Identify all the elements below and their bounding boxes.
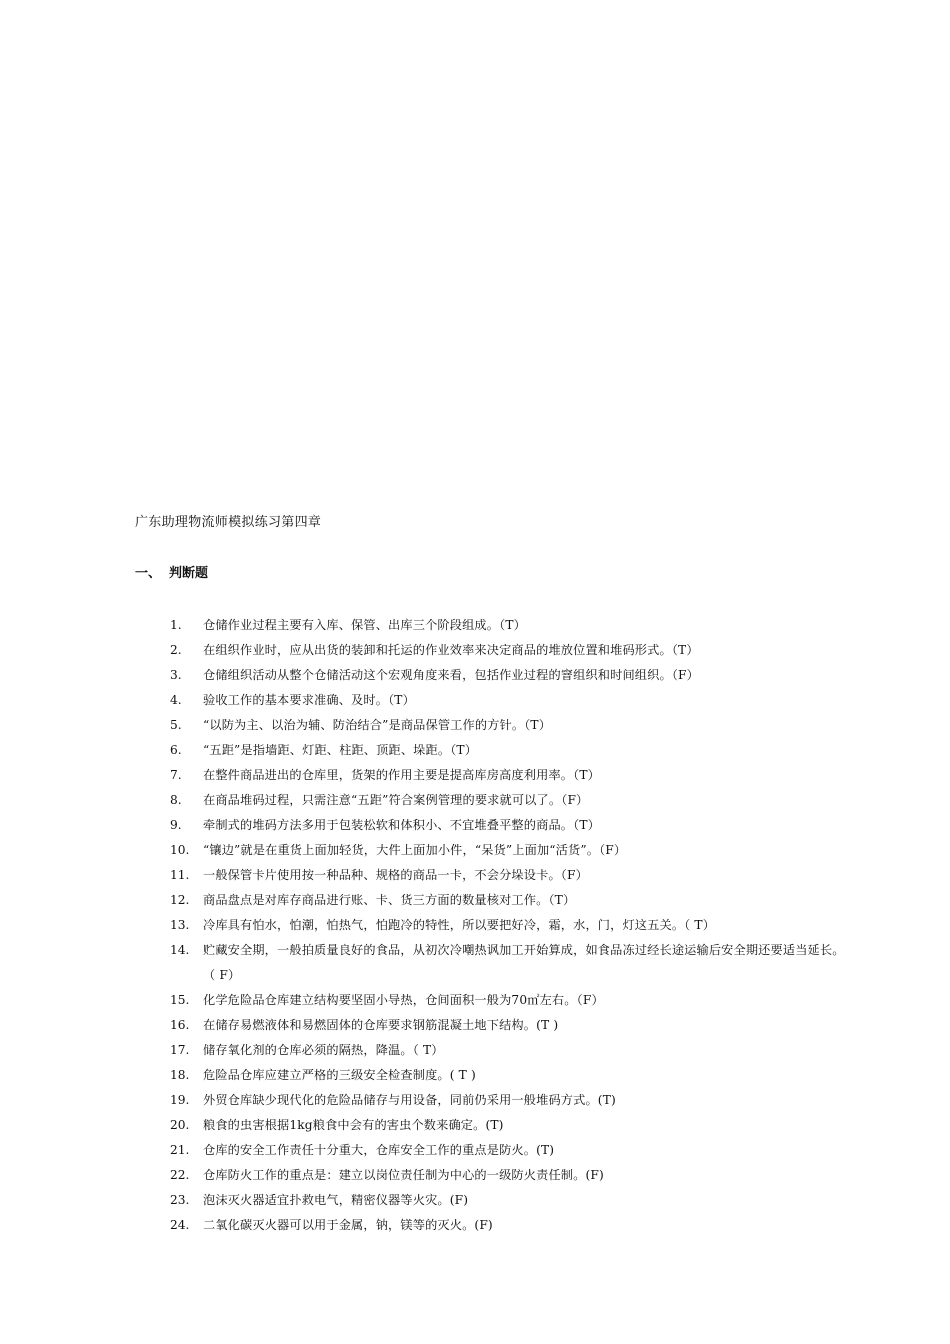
- question-number: 22.: [170, 1168, 190, 1182]
- question-item: [170, 1113, 850, 1138]
- question-item: [170, 913, 850, 938]
- question-text: 储存氧化剂的仓库必须的隔热，降温。（ T）: [203, 1043, 444, 1057]
- question-number: 20.: [170, 1118, 190, 1132]
- question-text: 贮藏安全期，一般拍质量良好的食品，从初次冷嘲热讽加工开始算成，如食品冻过经长途运输后安全期还要适当延长。（ F）: [203, 943, 845, 982]
- question-number: 8.: [170, 793, 182, 807]
- question-number: 17.: [170, 1043, 190, 1057]
- question-number: 13.: [170, 918, 190, 932]
- question-item: [170, 613, 850, 638]
- question-number: 2.: [170, 643, 182, 657]
- question-item: [170, 988, 850, 1013]
- question-text: 仓储组织活动从整个仓储活动这个宏观角度来看，包括作业过程的窨组织和时间组织。（F）: [203, 668, 700, 682]
- question-item: [170, 1013, 850, 1038]
- question-text: 粮食的虫害根据1kg粮食中会有的害虫个数来确定。(T): [203, 1118, 504, 1132]
- question-text: “五距”是指墙距、灯距、柱距、顶距、垛距。（T）: [203, 743, 478, 757]
- question-text: 在储存易燃液体和易燃固体的仓库要求钢筋混凝土地下结构。(T ): [203, 1018, 559, 1032]
- question-number: 5.: [170, 718, 182, 732]
- question-text: 商品盘点是对库存商品进行账、卡、货三方面的数量核对工作。（T）: [203, 893, 576, 907]
- question-number: 6.: [170, 743, 182, 757]
- question-item: [170, 813, 850, 838]
- question-item: [170, 1138, 850, 1163]
- question-text: 牵制式的堆码方法多用于包装松软和体积小、不宜堆叠平整的商品。（T）: [203, 818, 600, 832]
- question-item: [170, 713, 850, 738]
- question-number: 21.: [170, 1143, 190, 1157]
- section-heading: [135, 565, 208, 583]
- question-number: 19.: [170, 1093, 190, 1107]
- question-item: [170, 763, 850, 788]
- question-text: 在组织作业时，应从出货的装卸和托运的作业效率来决定商品的堆放位置和堆码形式。（T）: [203, 643, 699, 657]
- section-number: 一、: [135, 566, 162, 581]
- question-item: [170, 688, 850, 713]
- question-item: [170, 638, 850, 663]
- question-item: [170, 1088, 850, 1113]
- question-item: [170, 663, 850, 688]
- question-text: 仓储作业过程主要有入库、保管、出库三个阶段组成。（T）: [203, 618, 526, 632]
- question-number: 3.: [170, 668, 182, 682]
- question-text: 在整件商品进出的仓库里，货架的作用主要是提高库房高度利用率。（T）: [203, 768, 600, 782]
- question-text: 一般保管卡片使用按一种品种、规格的商品一卡，不会分垛设卡。（F）: [203, 868, 588, 882]
- question-item: [170, 788, 850, 813]
- question-item: [170, 1163, 850, 1188]
- question-number: 15.: [170, 993, 190, 1007]
- question-number: 7.: [170, 768, 182, 782]
- question-text: 泡沫灭火器适宜扑救电气，精密仪器等火灾。(F): [203, 1193, 469, 1207]
- question-list: [170, 613, 850, 1238]
- question-number: 1.: [170, 618, 182, 632]
- question-number: 11.: [170, 868, 190, 882]
- question-text: 验收工作的基本要求准确、及时。（T）: [203, 693, 415, 707]
- question-text: “镶边”就是在重货上面加轻货，大件上面加小件，“呆货”上面加“活货”。（F）: [203, 843, 627, 857]
- question-item: [170, 738, 850, 763]
- question-item: [170, 938, 850, 988]
- question-item: [170, 1213, 850, 1238]
- question-text: 危险品仓库应建立严格的三级安全检查制度。( T ): [203, 1068, 476, 1082]
- question-number: 24.: [170, 1218, 190, 1232]
- question-number: 10.: [170, 843, 190, 857]
- question-text: 化学危险品仓库建立结构要坚固小导热，仓间面积一般为70㎡左右。（F）: [203, 993, 604, 1007]
- question-item: [170, 1038, 850, 1063]
- question-number: 12.: [170, 893, 190, 907]
- question-text: 在商品堆码过程，只需注意“五距”符合案例管理的要求就可以了。（F）: [203, 793, 589, 807]
- question-number: 14.: [170, 943, 190, 957]
- question-number: 18.: [170, 1068, 190, 1082]
- question-text: 仓库防火工作的重点是：建立以岗位责任制为中心的一级防火责任制。(F): [203, 1168, 604, 1182]
- question-text: 仓库的安全工作责任十分重大，仓库安全工作的重点是防火。(T): [203, 1143, 555, 1157]
- question-item: [170, 1063, 850, 1088]
- question-text: “以防为主、以治为辅、防治结合”是商品保管工作的方针。（T）: [203, 718, 552, 732]
- question-number: 23.: [170, 1193, 190, 1207]
- question-text: 二氧化碳灭火器可以用于金属，钠，镁等的灭火。(F): [203, 1218, 493, 1232]
- document-title: 广东助理物流师模拟练习第四章: [135, 515, 322, 530]
- question-item: [170, 863, 850, 888]
- question-number: 16.: [170, 1018, 190, 1032]
- question-item: [170, 888, 850, 913]
- section-heading-text: 判断题: [169, 566, 209, 581]
- question-item: [170, 1188, 850, 1213]
- question-number: 9.: [170, 818, 182, 832]
- question-text: 冷库具有怕水，怕潮，怕热气，怕跑冷的特性，所以要把好冷，霜，水，门，灯这五关。（ T）: [203, 918, 716, 932]
- question-number: 4.: [170, 693, 182, 707]
- question-text: 外贸仓库缺少现代化的危险品储存与用设备，同前仍采用一般堆码方式。(T): [203, 1093, 616, 1107]
- question-item: [170, 838, 850, 863]
